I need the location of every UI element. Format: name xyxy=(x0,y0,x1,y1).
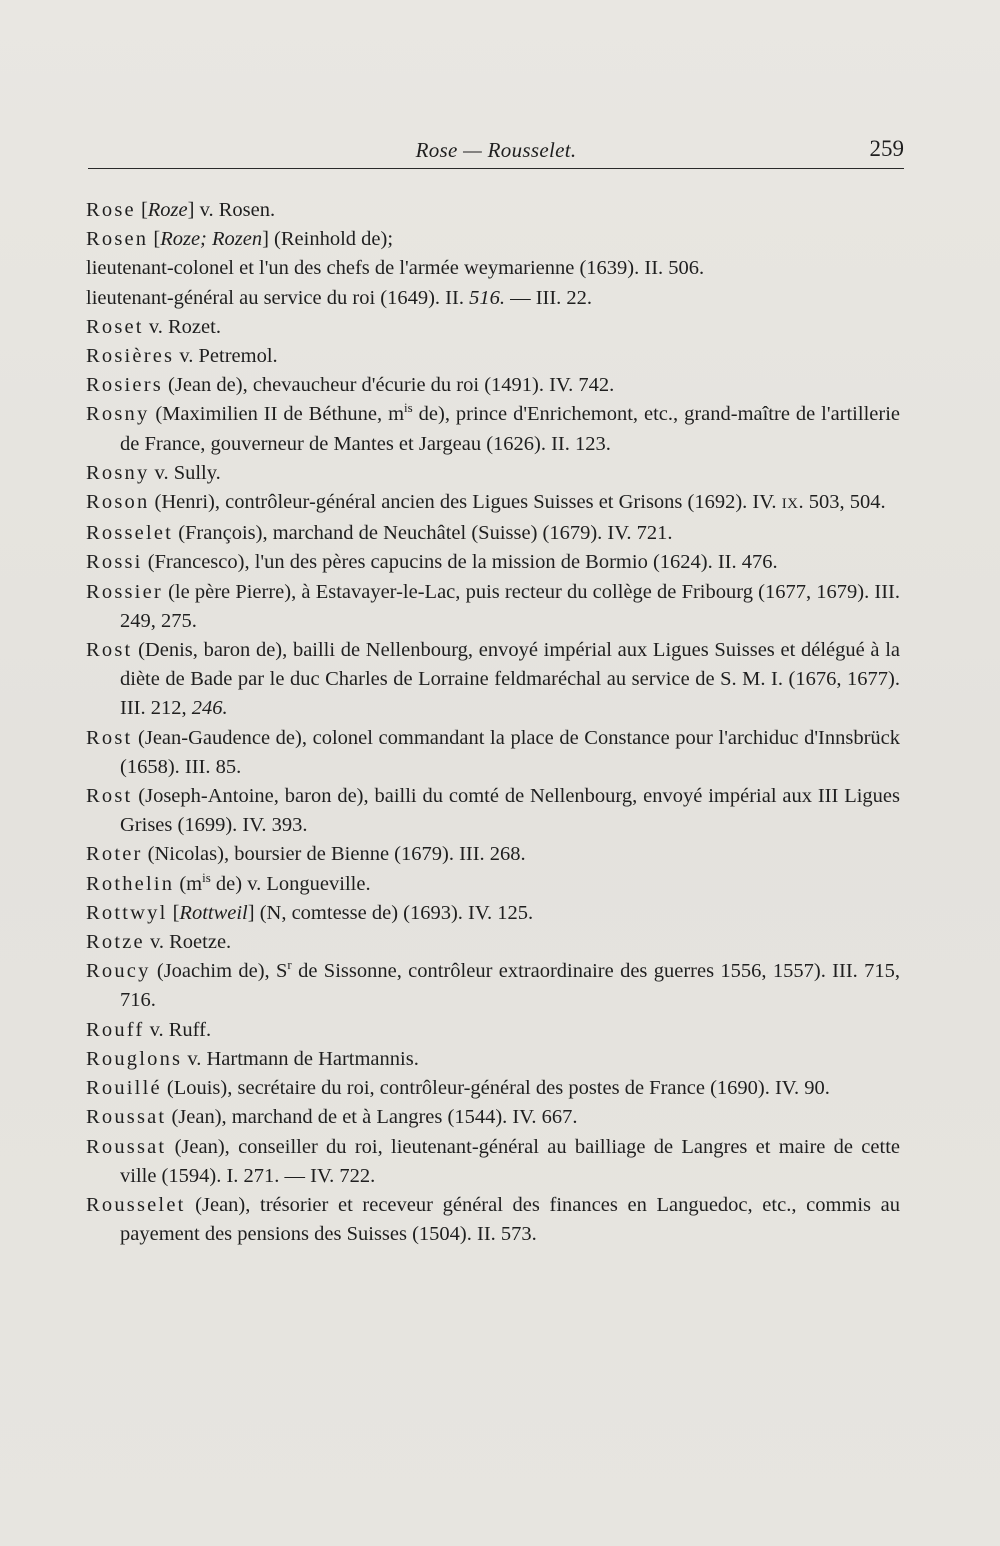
entry-text: (le père Pierre), à Estavayer-le-Lac, puis recteur du collège de Fribourg (1677, 1679). III. 249, 275. xyxy=(120,580,900,632)
entry-text: (Nicolas), boursier de Bienne (1679). III. 268. xyxy=(142,843,526,866)
page-header xyxy=(88,134,904,169)
page-number: 259 xyxy=(869,136,904,161)
entry-text: ] (N, comtesse de) (1693). IV. 125. xyxy=(247,901,534,924)
entry-text: (Jean), marchand de et à Langres (1544). IV. 667. xyxy=(166,1106,578,1129)
index-entry xyxy=(86,724,900,782)
entry-headword: Rouff xyxy=(86,1018,145,1041)
index-entry xyxy=(86,313,900,342)
entry-text: (Louis), secrétaire du roi, contrôleur-général des postes de France (1690). IV. 90. xyxy=(161,1077,830,1100)
index-entry xyxy=(86,342,900,371)
entry-headword: Rost xyxy=(86,726,133,749)
entry-text: is xyxy=(202,869,211,885)
entry-text: Roze xyxy=(147,199,188,221)
index-entry xyxy=(86,225,900,254)
entry-headword: Roson xyxy=(86,491,150,514)
index-entry xyxy=(86,488,900,519)
index-entry xyxy=(86,578,900,636)
entry-text: ] (Reinhold de); xyxy=(262,228,394,251)
entry-headword: Roter xyxy=(86,843,143,866)
entry-headword: Rosen xyxy=(86,228,149,251)
entry-headword: Rouglons xyxy=(86,1047,183,1070)
entry-headword: Roussat xyxy=(86,1135,167,1158)
index-entry xyxy=(86,957,900,1015)
entry-headword: Rossi xyxy=(86,551,143,574)
entry-text: v. Petremol. xyxy=(174,345,278,368)
index-entry xyxy=(86,459,900,488)
entry-text: — III. 22. xyxy=(504,286,593,309)
entry-headword: Rotze xyxy=(86,931,145,954)
entry-text: r xyxy=(287,957,292,973)
entry-headword: Roset xyxy=(86,315,144,338)
entry-text: Roze; Rozen xyxy=(160,228,263,251)
entry-text: lieutenant-colonel et l'un des chefs de l'armée weymarienne (1639). II. 506. xyxy=(86,257,705,280)
entry-text: (Denis, baron de), bailli de Nellenbourg, envoyé impérial aux Ligues Suisses et délégué à la diète de Bade par le duc Charles de Lorraine feldmaréchal au service de S. M. I. (1676, 1677). III. 212, xyxy=(120,639,900,720)
index-entry xyxy=(86,548,900,577)
index-entry xyxy=(86,1074,900,1103)
running-title: Rose — Rousselet. xyxy=(415,138,577,162)
entry-headword: Rosières xyxy=(86,345,175,368)
entry-text: (Jean), trésorier et receveur général des finances en Languedoc, etc., commis au payement des pensions des Suisses (1504). II. 573. xyxy=(120,1193,900,1246)
entry-headword: Roucy xyxy=(86,960,151,983)
index-entry xyxy=(86,870,900,899)
index-entry xyxy=(86,1016,900,1045)
entry-headword: Rose xyxy=(86,199,136,221)
entry-text: 516. xyxy=(469,286,505,309)
index-entry xyxy=(86,899,900,928)
entry-headword: Rosselet xyxy=(86,522,174,545)
entry-text: de), prince d'Enrichemont, etc., grand-maître de l'artillerie de France, gouverneur de Mantes et Jargeau (1626). II. 123. xyxy=(120,403,900,455)
entry-headword: Rosiers xyxy=(86,374,163,397)
entry-headword: Rottwyl xyxy=(86,901,168,924)
entry-text: (Jean-Gaudence de), colonel commandant la place de Constance pour l'archiduc d'Innsbrück (1658). III. 85. xyxy=(120,726,900,778)
entry-headword: Rousselet xyxy=(86,1193,186,1216)
entry-text: [ xyxy=(167,901,180,924)
entry-headword: Rothelin xyxy=(86,872,175,895)
entry-text: v. Sully. xyxy=(149,461,221,484)
index-entries xyxy=(86,196,900,1249)
index-entry xyxy=(86,196,900,225)
entry-text: [ xyxy=(148,228,161,251)
index-entry xyxy=(86,782,900,840)
entry-text: de) v. Longueville. xyxy=(210,872,371,895)
entry-headword: Rost xyxy=(86,639,133,662)
index-entry xyxy=(86,371,900,400)
entry-text: (Francesco), l'un des pères capucins de la mission de Bormio (1624). II. 476. xyxy=(142,551,778,574)
entry-text: (Joseph-Antoine, baron de), bailli du comté de Nellenbourg, envoyé impérial aux III Ligues Grises (1699). IV. 393. xyxy=(120,785,900,837)
entry-headword: Rouillé xyxy=(86,1077,162,1100)
entry-text: de Sissonne, contrôleur extraordinaire des guerres 1556, 1557). III. 715, 716. xyxy=(120,960,900,1012)
index-entry xyxy=(86,840,900,869)
entry-text: (François), marchand de Neuchâtel (Suisse) (1679). IV. 721. xyxy=(173,522,673,545)
entry-text: (Jean), conseiller du roi, lieutenant-général au bailliage de Langres et maire de cette ville (1594). I. 271. — IV. 722. xyxy=(120,1135,900,1187)
entry-text: (Jean de), chevaucheur d'écurie du roi (1491). IV. 742. xyxy=(162,374,615,397)
entry-text: (Maximilien II de Béthune, m xyxy=(149,403,405,426)
entry-headword: Rost xyxy=(86,785,133,808)
entry-text: v. Ruff. xyxy=(144,1018,212,1041)
index-entry xyxy=(86,1045,900,1074)
entry-text: (Henri), contrôleur-général ancien des Ligues Suisses et Grisons (1692). IV. xyxy=(149,491,782,514)
entry-text: v. Roetze. xyxy=(144,931,232,954)
entry-text: lieutenant-général au service du roi (1649). II. xyxy=(86,286,470,309)
entry-text: (m xyxy=(174,872,203,895)
index-entry xyxy=(86,519,900,548)
entry-headword: Rosny xyxy=(86,461,150,484)
index-entry xyxy=(86,636,900,724)
entry-headword: Rosny xyxy=(86,403,150,426)
entry-text: v. Rozet. xyxy=(143,315,221,338)
entry-text: Rottweil xyxy=(179,901,248,924)
entry-headword: Roussat xyxy=(86,1106,167,1129)
entry-text: ] v. Rosen. xyxy=(187,199,276,221)
index-entry xyxy=(86,928,900,957)
entry-text: 246. xyxy=(191,697,228,720)
entry-text: (Joachim de), S xyxy=(150,960,288,983)
index-entry xyxy=(86,284,900,313)
index-entry xyxy=(86,1133,900,1191)
entry-headword: Rossier xyxy=(86,580,163,603)
index-entry xyxy=(86,1191,900,1249)
index-entry xyxy=(86,1103,900,1132)
entry-text: is xyxy=(404,400,413,416)
index-entry xyxy=(86,254,900,283)
entry-text: . 503, 504. xyxy=(798,491,886,514)
entry-text: IX xyxy=(781,496,799,513)
index-entry xyxy=(86,400,900,458)
entry-text: v. Hartmann de Hartmannis. xyxy=(182,1047,419,1070)
entry-text: [ xyxy=(135,199,148,221)
